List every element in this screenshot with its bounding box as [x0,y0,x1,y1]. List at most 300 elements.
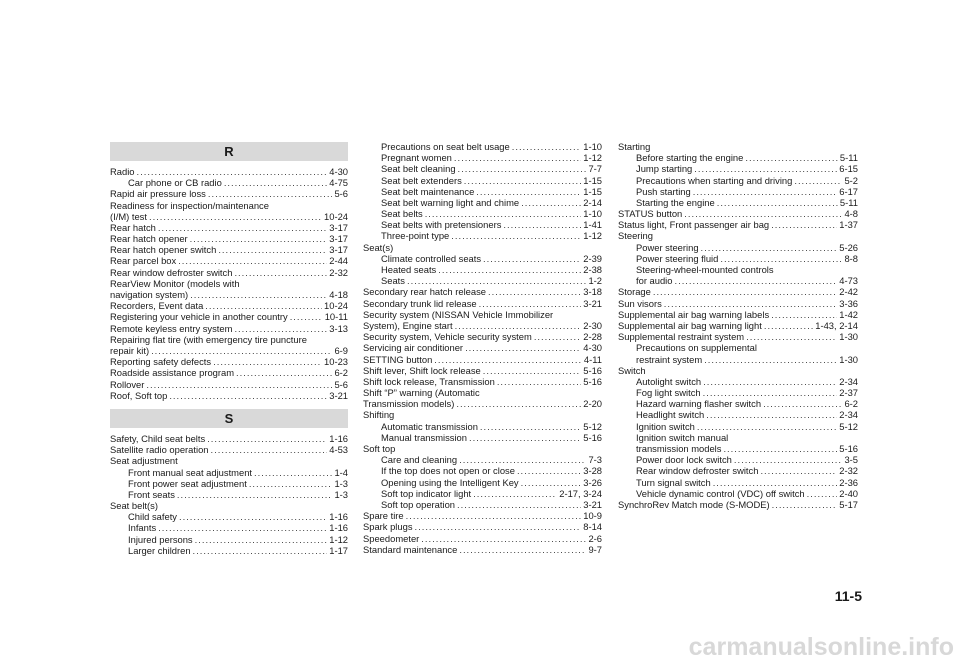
entry-term: Supplemental air bag warning labels [618,308,770,320]
leader-dots [517,465,581,476]
entry-term: Car phone or CB radio [128,177,222,189]
entry-page: 1-3 [334,477,348,489]
leader-dots [703,387,838,398]
index-entry [363,219,602,230]
leader-dots [479,298,582,309]
entry-page: 2-34 [839,409,858,421]
entry-term: Radio [110,166,135,177]
entries-s [110,433,348,556]
entry-term: Shift “P” warning (Automatic [363,387,480,399]
index-entry [363,342,602,353]
leader-dots [434,354,582,365]
entry-page: 3-21 [583,499,602,510]
leader-dots [177,489,333,500]
index-entry [110,500,348,511]
index-entry [110,478,348,489]
entry-term: STATUS button [618,208,683,220]
entries-col2 [363,141,602,555]
entry-page: 1-4 [334,466,348,478]
entry-term: Care and cleaning [381,454,458,466]
entry-page: 8-8 [844,252,858,264]
entry-page: 5-17 [839,499,858,510]
entry-page: 5-16 [583,375,602,387]
entry-term: Rear hatch opener [110,233,188,245]
leader-dots [771,309,837,320]
entry-term: Ignition switch manual [636,431,729,443]
index-entry [618,465,858,476]
leader-dots [764,320,813,331]
leader-dots [717,197,838,208]
leader-dots [415,521,582,532]
leader-dots [456,398,581,409]
leader-dots [701,242,838,253]
index-entry [363,253,602,264]
index-entry [618,186,858,197]
leader-dots [703,376,837,387]
entry-page: 6-9 [334,345,348,356]
index-entry [363,533,602,544]
entry-page: 4-8 [844,208,858,220]
entry-page: 5-11 [839,152,858,164]
index-entry [618,242,858,253]
entry-page: 2-20 [583,398,602,410]
entry-page: 6-2 [844,398,858,410]
index-entry [110,256,348,267]
entry-page: 2-17, 3-24 [559,487,602,499]
index-entry [363,298,602,309]
leader-dots [169,390,327,401]
leader-dots [208,188,333,199]
entry-term: Steering [618,230,653,242]
entry-term: Injured persons [128,533,193,545]
index-entry [363,354,602,365]
index-entry [618,208,858,219]
entry-term: Hazard warning flasher switch [636,398,762,410]
entry-term: Precautions on seat belt usage [381,141,510,152]
entry-term: Front seats [128,488,175,500]
leader-dots [149,211,322,222]
leader-dots [746,331,837,342]
index-entry [363,163,602,174]
index-entry [363,477,602,488]
entry-term: Seat belt cleaning [381,163,456,175]
entry-page: 2-30 [583,320,602,331]
index-entry [110,177,348,188]
leader-dots [451,231,581,242]
leader-dots [151,345,332,356]
leader-dots [521,197,581,208]
index-entry [618,275,858,286]
leader-dots [213,356,322,367]
entry-page: 4-18 [329,289,348,301]
entry-page: 2-38 [583,264,602,276]
index-entry [363,242,602,253]
entry-term: Manual transmission [381,431,467,443]
index-entry [363,432,602,443]
entry-page: 1-10 [583,141,602,152]
leader-dots [534,331,581,342]
index-entry [618,342,858,353]
leader-dots [457,499,581,510]
index-entry [363,231,602,242]
entry-term: Child safety [128,511,177,523]
entry-term: Shift lock release, Transmission [363,375,495,387]
index-entry [363,309,602,320]
entry-page: 1-42 [839,308,858,320]
section-header-r: R [110,142,348,161]
entry-term: Automatic transmission [381,420,478,432]
index-entry [618,477,858,488]
index-entry [363,521,602,532]
entry-page: 3-21 [583,297,602,309]
leader-dots [503,219,581,230]
leader-dots [734,454,843,465]
leader-dots [794,175,842,186]
entry-page: 1-3 [334,488,348,500]
entry-term: Spare tire [363,510,404,522]
leader-dots [720,253,842,264]
index-entry [110,444,348,455]
index-entry [618,499,858,510]
leader-dots [713,477,838,488]
index-entry [363,175,602,186]
entry-term: Rear hatch [110,221,156,233]
index-entry [363,320,602,331]
entry-term: Shift lever, Shift lock release [363,364,481,376]
index-entry [618,443,858,454]
index-entry [618,141,858,152]
entry-term: Sun visors [618,297,662,309]
entry-page: 4-75 [329,177,348,189]
entry-page: 4-73 [839,275,858,287]
leader-dots [193,545,328,556]
entry-term: Turn signal switch [636,476,711,488]
entry-term: Vehicle dynamic control (VDC) off switch [636,487,805,499]
entry-term: Servicing air conditioner [363,342,464,354]
leader-dots [459,454,586,465]
index-entry [618,264,858,275]
index-entry [618,286,858,297]
entry-page: 1-12 [583,152,602,164]
entry-page: 5-2 [844,174,858,186]
entry-term: (I/M) test [110,210,147,222]
index-entry [363,510,602,521]
entry-page: 3-26 [583,476,602,488]
entry-page: 7-3 [588,454,602,466]
leader-dots [464,175,581,186]
entry-term: Infants [128,522,157,534]
index-entry [618,152,858,163]
leader-dots [807,488,838,499]
entry-term: Registering your vehicle in another country [110,311,288,323]
entry-term: Jump starting [636,163,693,175]
index-entry [618,331,858,342]
entry-page: 5-16 [839,443,858,455]
leader-dots [497,376,581,387]
index-entry [363,544,602,555]
index-entry [618,163,858,174]
entry-term: Recorders, Event data [110,300,204,312]
leader-dots [190,233,328,244]
entry-page: 5-26 [839,241,858,253]
leader-dots [218,244,327,255]
entry-term: Ignition switch [636,420,695,432]
entries-r [110,166,348,401]
index-entry [618,387,858,398]
leader-dots [772,499,838,510]
entry-term: Three-point type [381,230,450,242]
entry-term: Secondary rear hatch release [363,286,486,298]
entry-page: 3-36 [839,297,858,309]
entry-term: System), Engine start [363,320,453,331]
entry-term: Standard maintenance [363,543,458,555]
entry-term: Supplemental air bag warning light [618,320,762,331]
entry-term: Remote keyless entry system [110,322,233,334]
entry-page: 2-39 [583,252,602,264]
leader-dots [249,478,333,489]
entry-term: Seat belt extenders [381,174,462,186]
entry-term: Supplemental restraint system [618,331,745,343]
leader-dots [406,510,582,521]
entry-term: Seat belts with pretensioners [381,219,502,231]
entry-term: Seat belt warning light and chime [381,196,520,208]
index-entry [618,197,858,208]
index-entry [363,488,602,499]
entry-page: 5-12 [839,420,858,432]
entry-term: Security system (NISSAN Vehicle Immobilizer [363,308,554,320]
entry-term: Security system, Vehicle security system [363,331,532,343]
entry-term: Precautions on supplemental [636,342,757,354]
index-entry [363,365,602,376]
entry-page: 8-14 [583,521,602,533]
entry-term: Front power seat adjustment [128,477,247,489]
page-number: 11-5 [834,588,862,604]
entry-term: Rollover [110,378,145,390]
watermark: carmanualsonline.info [688,633,954,661]
entry-page: 1-2 [588,275,602,287]
index-entry [363,275,602,286]
entry-term: Seats [381,275,405,287]
entry-term: Secondary trunk lid release [363,297,477,309]
entry-term: Precautions when starting and driving [636,174,793,186]
index-entry [618,320,858,331]
entry-term: for audio [636,275,673,287]
entry-term: Seat belt(s) [110,500,158,512]
entry-page: 2-44 [329,255,348,267]
entry-page: 3-5 [844,454,858,466]
index-entry [110,289,348,300]
leader-dots [146,379,332,390]
entry-term: SynchroRev Match mode (S-MODE) [618,499,770,510]
index-entry [110,244,348,255]
leader-dots [771,219,837,230]
entry-term: Starting [618,141,651,152]
index-entry [363,410,602,421]
index-entry [110,267,348,278]
index-entry [618,432,858,443]
entry-page: 3-17 [329,244,348,256]
entry-term: Opening using the Intelligent Key [381,476,519,488]
entry-page: 1-30 [839,331,858,343]
entry-page: 5-6 [334,188,348,200]
leader-dots [236,367,332,378]
index-entry [618,175,858,186]
entry-page: 1-10 [583,208,602,220]
leader-dots [693,186,838,197]
entry-page: 6-17 [839,185,858,197]
entry-term: Power steering fluid [636,252,719,264]
leader-dots [454,152,581,163]
leader-dots [706,410,837,421]
entry-term: Seat belts [381,208,423,220]
entry-term: Satellite radio operation [110,444,209,456]
leader-dots [483,253,581,264]
leader-dots [425,208,582,219]
leader-dots [763,398,842,409]
index-entry [363,499,602,510]
entry-term: Before starting the engine [636,152,744,164]
index-entry [363,421,602,432]
entry-page: 2-37 [839,387,858,399]
entry-page: 2-32 [329,266,348,278]
leader-dots [455,320,582,331]
index-entry [363,454,602,465]
leader-dots [178,256,327,267]
leader-dots [664,298,837,309]
leader-dots [684,208,842,219]
leader-dots [158,222,327,233]
entry-term: Larger children [128,544,191,556]
entry-term: Push starting [636,185,691,197]
entry-term: Transmission models) [363,398,455,410]
entry-page: 10-9 [583,510,602,522]
entry-page: 1-16 [329,433,348,444]
entry-page: 4-30 [329,166,348,177]
entry-page: 1-17 [329,544,348,556]
entry-page: 6-2 [334,367,348,379]
entry-page: 3-17 [329,221,348,233]
index-entry [618,421,858,432]
entry-page: 10-23 [324,356,348,368]
index-entry [363,286,602,297]
entry-term: Readiness for inspection/maintenance [110,199,269,211]
index-entry [110,390,348,401]
leader-dots [438,264,581,275]
entry-term: Rapid air pressure loss [110,188,206,200]
entry-page: 2-36 [839,476,858,488]
leader-dots [521,477,582,488]
entry-term: Spark plugs [363,521,413,533]
entry-page: 5-16 [583,364,602,376]
entry-term: Storage [618,286,651,298]
entry-term: Roadside assistance program [110,367,235,379]
entry-term: Speedometer [363,532,420,544]
entry-term: Fog light switch [636,387,701,399]
index-entry [110,200,348,211]
index-entry [110,166,348,177]
leader-dots [653,286,837,297]
entry-page: 4-53 [329,444,348,456]
leader-dots [488,286,581,297]
index-entry [363,387,602,398]
leader-dots [421,533,586,544]
entry-term: Roof, Soft top [110,389,168,401]
index-entry [110,345,348,356]
entry-term: Climate controlled seats [381,252,482,264]
leader-dots [476,186,581,197]
leader-dots [674,275,837,286]
entry-term: Steering-wheel-mounted controls [636,264,774,276]
entry-term: Status light, Front passenger air bag [618,219,770,231]
leader-dots [407,275,586,286]
index-entry [110,545,348,556]
entry-term: Seat belt maintenance [381,185,475,197]
index-entry [110,233,348,244]
index-entry [110,211,348,222]
index-entry [618,454,858,465]
index-entry [110,278,348,289]
entry-term: Rear window defroster switch [636,465,759,477]
entry-term: Soft top indicator light [381,487,472,499]
leader-dots [480,421,581,432]
index-entry [110,379,348,390]
index-entry [363,264,602,275]
entry-term: restraint system [636,353,703,365]
index-entry [618,365,858,376]
entry-term: Seat adjustment [110,455,178,467]
leader-dots [483,365,581,376]
entry-page: 10-24 [324,210,348,222]
index-entry [110,489,348,500]
entry-term: If the top does not open or close [381,465,515,477]
entry-term: Soft top operation [381,499,456,510]
entry-term: Safety, Child seat belts [110,433,206,444]
index-entry [363,186,602,197]
index-entry [618,253,858,264]
index-entry [110,222,348,233]
index-entry [110,323,348,334]
entry-page: 2-28 [583,331,602,343]
index-entry [110,356,348,367]
entry-page: 2-14 [583,196,602,208]
entry-term: repair kit) [110,345,150,356]
leader-dots [211,444,328,455]
index-entry [363,398,602,409]
leader-dots [195,534,328,545]
entry-page: 1-15 [583,174,602,186]
entry-term: SETTING button [363,353,433,365]
entry-term: Autolight switch [636,375,702,387]
index-entry [363,197,602,208]
leader-dots [290,311,323,322]
entry-page: 4-30 [583,342,602,354]
leader-dots [697,421,837,432]
entry-term: Starting the engine [636,196,715,208]
index-entry [618,398,858,409]
leader-dots [179,511,327,522]
index-entry [363,443,602,454]
index-entry [110,455,348,466]
entry-term: Rear parcel box [110,255,177,267]
index-entry [110,300,348,311]
entry-page: 1-12 [583,230,602,242]
leader-dots [458,163,587,174]
entry-page: 2-6 [588,532,602,544]
entry-page: 3-28 [583,465,602,477]
entry-page: 5-12 [583,420,602,432]
index-entry [363,141,602,152]
entry-term: Heated seats [381,264,437,276]
